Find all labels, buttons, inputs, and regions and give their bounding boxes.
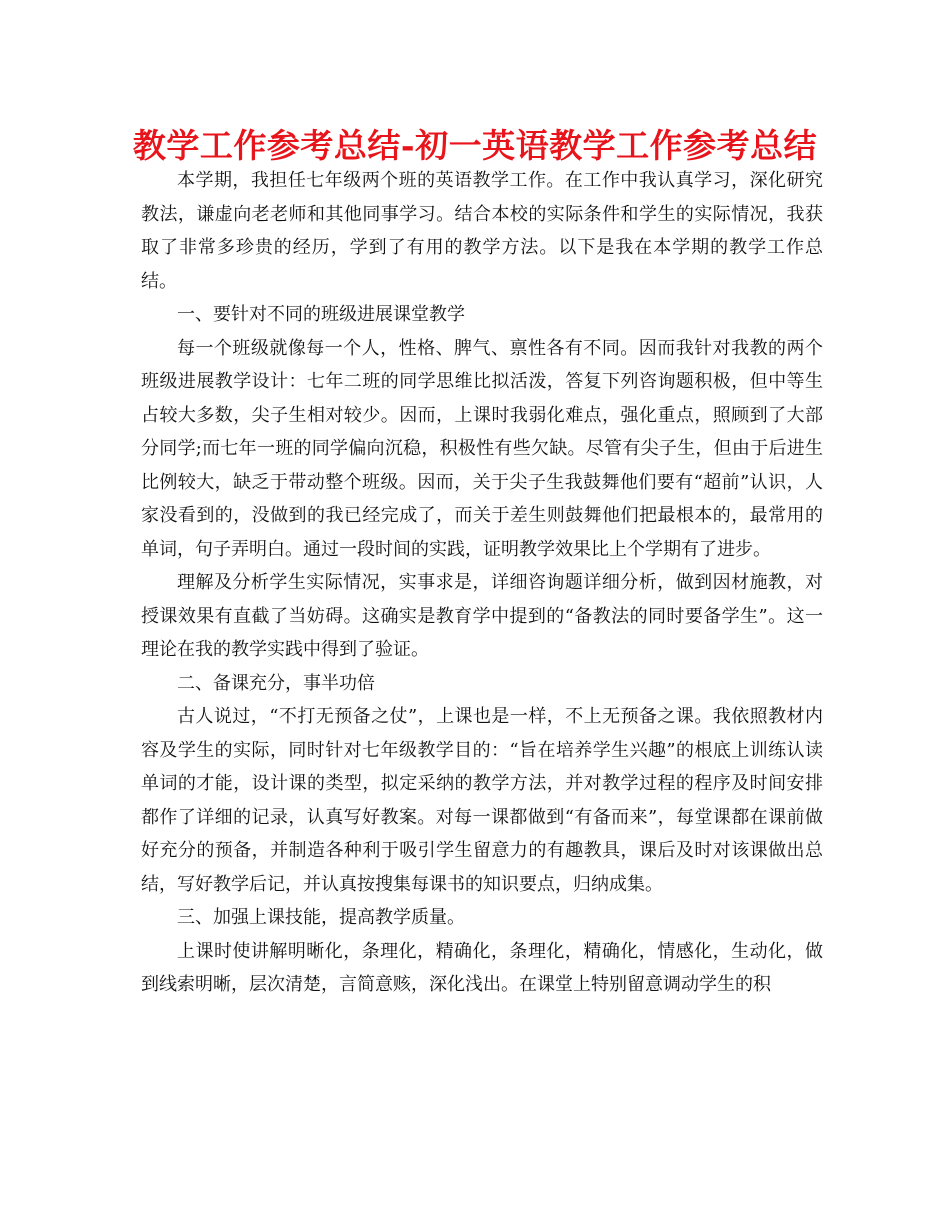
paragraph-section-3: 上课时使讲解明晰化，条理化，精确化，条理化，精确化，情感化，生动化，做到线索明晰，层次清楚，言简意赅，深化浅出。在课堂上特别留意调动学生的积 (141, 940, 823, 995)
paragraph-intro: 本学期，我担任七年级两个班的英语教学工作。在工作中我认真学习，深化研究教法，谦虚向老老师和其他同事学习。结合本校的实际条件和学生的实际情况，我获取了非常多珍贵的经历，学到了有用的教学方法。以下是我在本学期的教学工作总结。 (141, 170, 823, 292)
paragraph-section-1b: 理解及分析学生实际情况，实事求是，详细咨询题详细分析，做到因材施教，对授课效果有直截了当妨碍。这确实是教育学中提到的“备教法的同时要备学生”。这一理论在我的教学实践中得到了验证。 (141, 572, 823, 660)
paragraph-section-1a: 每一个班级就像每一个人，性格、脾气、禀性各有不同。因而我针对我教的两个班级进展教学设计：七年二班的同学思维比拟活泼，答复下列咨询题积极，但中等生占较大多数，尖子生相对较少。因而，上课时我弱化难点，强化重点，照顾到了大部分同学;而七年一班的同学偏向沉稳，积极性有些欠缺。尽管有尖子生，但由于后进生比例较大，缺乏于带动整个班级。因而，关于尖子生我鼓舞他们要有“超前”认识，人家没看到的，没做到的我已经完成了，而关于差生则鼓舞他们把最根本的，最常用的单词，句子弄明白。通过一段时间的实践，证明教学效果比上个学期有了进步。 (141, 337, 823, 560)
document-body (141, 164, 823, 1002)
section-heading-3: 三、加强上课技能，提高教学质量。 (177, 907, 465, 928)
paragraph-section-2: 古人说过，“不打无预备之仗”，上课也是一样，不上无预备之课。我依照教材内容及学生的实际，同时针对七年级教学目的：“旨在培养学生兴趣”的根底上训练认读单词的才能，设计课的类型，拟定采纳的教学方法，并对教学过程的程序及时间安排都作了详细的记录，认真写好教案。对每一课都做到“有备而来”，每堂课都在课前做好充分的预备，并制造各种利于吸引学生留意力的有趣教具，课后及时对该课做出总结，写好教学后记，并认真按搜集每课书的知识要点，归纳成集。 (141, 706, 823, 895)
section-heading-2: 二、备课充分，事半功倍 (177, 672, 375, 694)
section-heading-1: 一、要针对不同的班级进展课堂教学 (177, 304, 465, 325)
document-title: 教学工作参考总结-初一英语教学工作参考总结 (132, 126, 818, 165)
